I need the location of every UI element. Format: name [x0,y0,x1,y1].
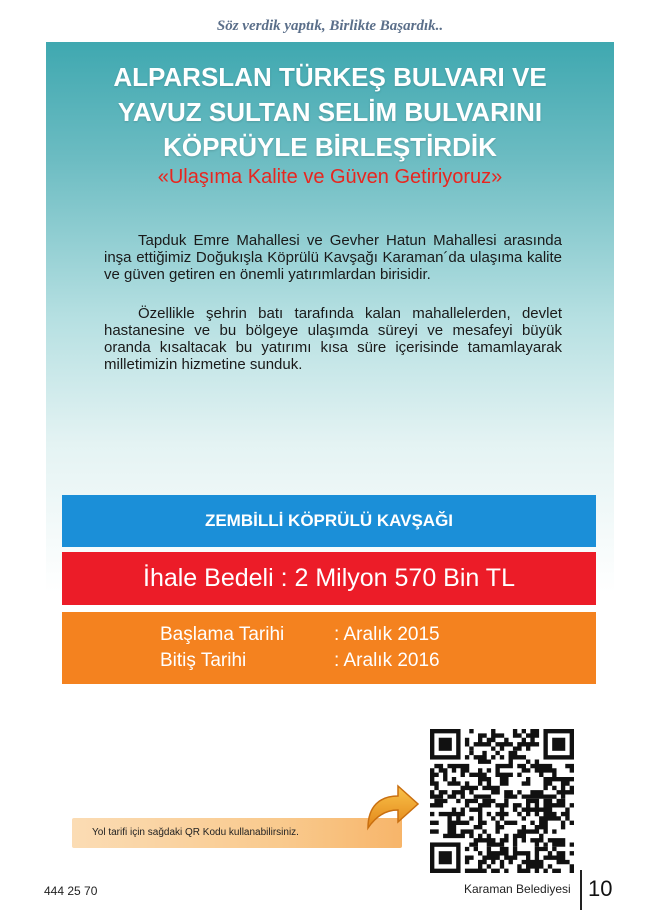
project-name-bar: ZEMBİLLİ KÖPRÜLÜ KAVŞAĞI [62,495,596,547]
start-date-row [160,624,600,648]
footer-publisher: Karaman Belediyesi [464,882,571,896]
footer-separator [580,870,582,910]
end-date-value: : Aralık 2016 [334,650,440,671]
footer-phone: 444 25 70 [44,884,98,898]
end-date-row [160,650,600,674]
tender-cost-bar: İhale Bedeli : 2 Milyon 570 Bin TL [62,552,596,605]
end-date-label: Bitiş Tarihi [160,650,247,671]
heading-line-3: KÖPRÜYLE BİRLEŞTİRDİK [163,132,497,162]
qr-hint: Yol tarifi için sağdaki QR Kodu kullanabilirsiniz. [72,818,402,848]
paragraph-2: Özellikle şehrin batı tarafında kalan mahallelerden, devlet hastanesine ve bu bölgeye ulaşımda süreyi ve mesafeyi büyük oranda kısaltacak bu yatırımı kısa süre içerisinde tamamlayarak milletimizin hizmetine sunduk. [104,305,562,373]
page-number: 10 [588,876,613,901]
dates-bar [62,612,596,684]
paragraph-1: Tapduk Emre Mahallesi ve Gevher Hatun Mahallesi arasında inşa ettiğimiz Doğukışla Köprülü Kavşağı Karaman´da ulaşıma kalite ve güven getiren en önemli yatırımlardan birisidir. [104,232,562,283]
start-date-value: : Aralık 2015 [334,624,440,645]
heading-line-1: ALPARSLAN TÜRKEŞ BULVARI VE [113,62,547,92]
tagline: Söz verdik yaptık, Birlikte Başardık.. [216,18,444,34]
qr-code[interactable] [426,725,578,877]
heading-line-2: YAVUZ SULTAN SELİM BULVARINI [117,97,543,127]
subtitle: «Ulaşıma Kalite ve Güven Getiriyoruz» [157,166,503,188]
page-heading [46,60,614,165]
start-date-label: Başlama Tarihi [160,624,285,645]
article-body [104,232,562,395]
curved-arrow-icon [362,778,422,832]
